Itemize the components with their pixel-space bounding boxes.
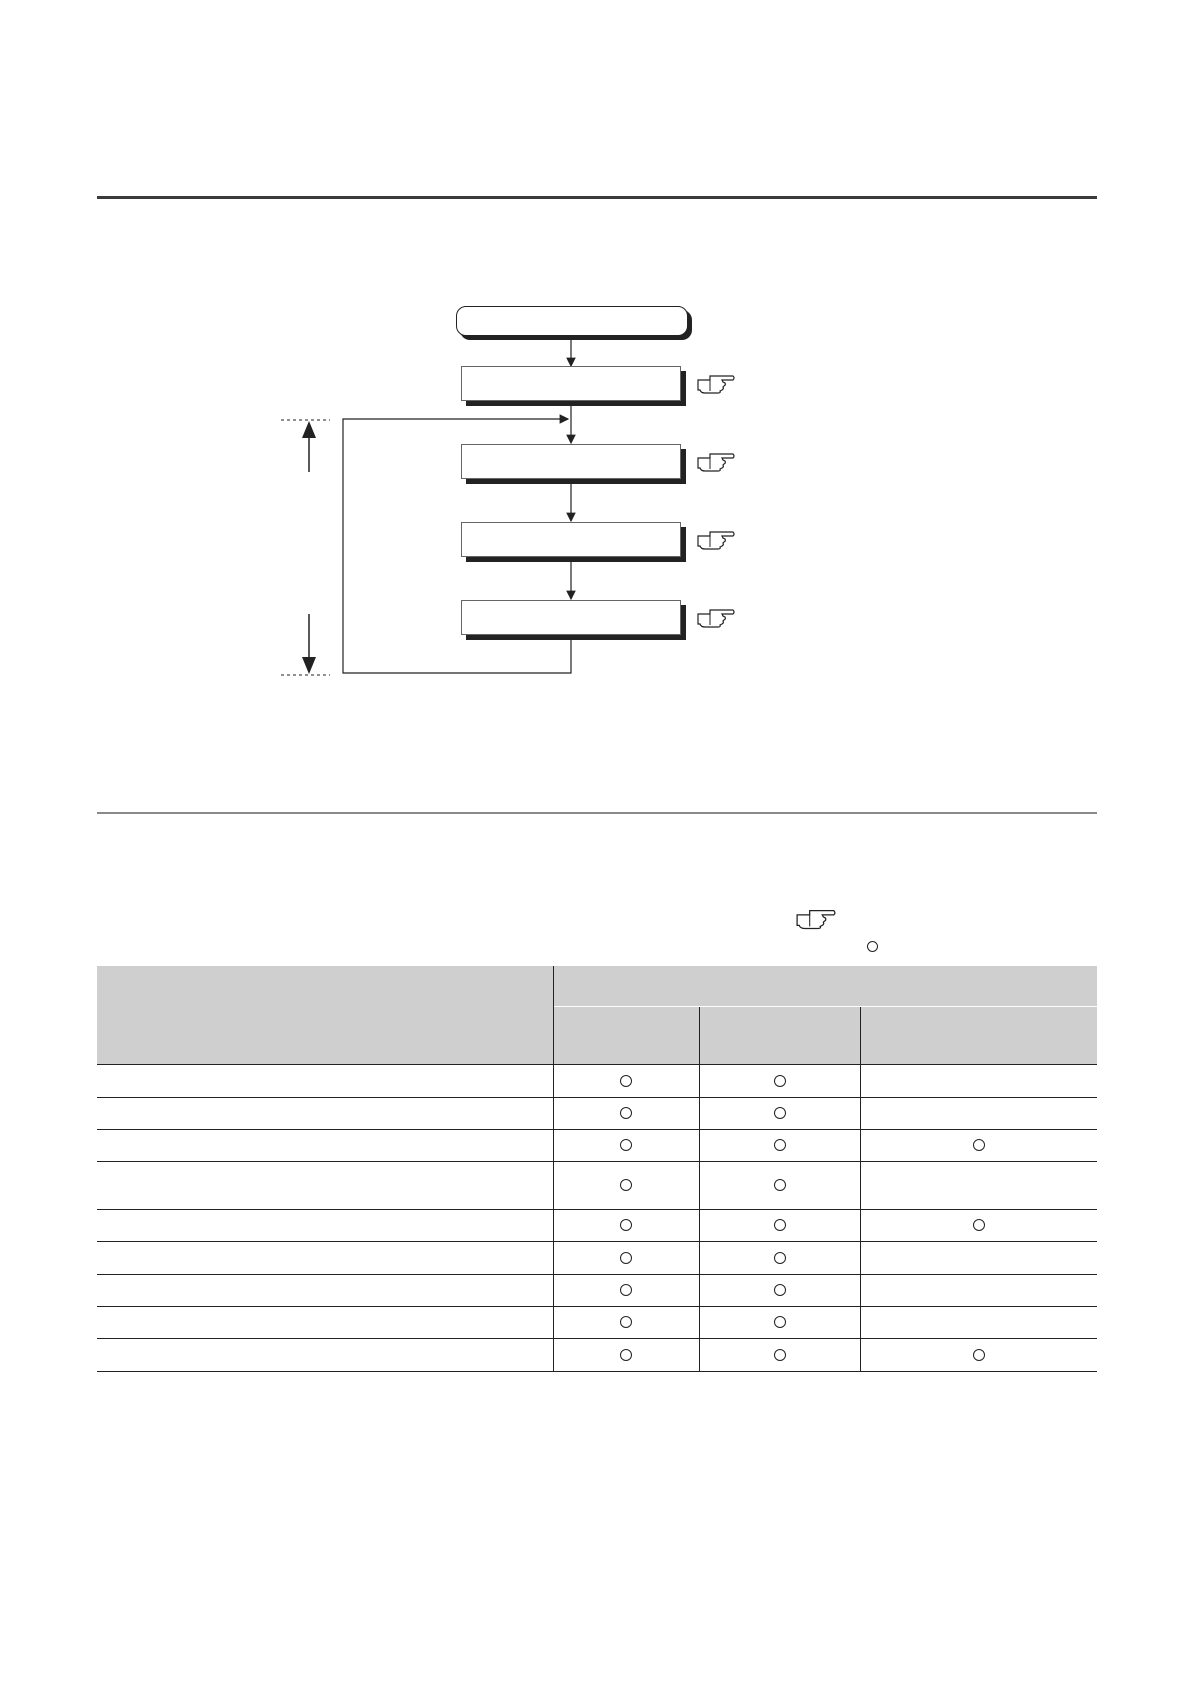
supported-circle-icon <box>620 1316 632 1328</box>
supported-circle-icon <box>774 1139 786 1151</box>
legend-circle-icon <box>867 941 878 952</box>
table-row <box>97 1130 1097 1162</box>
table-row <box>97 1065 1097 1098</box>
pointing-hand-icon[interactable] <box>795 905 837 931</box>
table-row <box>97 1275 1097 1307</box>
table-row <box>97 1242 1097 1275</box>
supported-circle-icon <box>774 1284 786 1296</box>
table-row <box>97 1339 1097 1372</box>
supported-circle-icon <box>620 1349 632 1361</box>
supported-circle-icon <box>973 1219 985 1231</box>
section-rule-mid <box>97 812 1097 814</box>
supported-circle-icon <box>774 1252 786 1264</box>
supported-circle-icon <box>620 1219 632 1231</box>
table-header-col-3 <box>861 1007 1097 1064</box>
table-column-divider <box>860 1006 861 1372</box>
flow-step-2 <box>461 444 681 479</box>
flow-step-1 <box>461 366 681 401</box>
supported-circle-icon <box>774 1219 786 1231</box>
table-header-col-2 <box>700 1007 860 1064</box>
supported-circle-icon <box>620 1107 632 1119</box>
table-header-item <box>97 966 553 1064</box>
table-row <box>97 1098 1097 1130</box>
supported-circle-icon <box>774 1349 786 1361</box>
table-header-col-1 <box>554 1007 699 1064</box>
table-row <box>97 1210 1097 1242</box>
supported-circle-icon <box>620 1179 632 1191</box>
table-header-group <box>554 966 1097 1006</box>
supported-circle-icon <box>620 1284 632 1296</box>
supported-circle-icon <box>774 1179 786 1191</box>
supported-circle-icon <box>620 1139 632 1151</box>
supported-circle-icon <box>973 1349 985 1361</box>
range-up-arrow-head <box>302 421 316 438</box>
flow-step-4 <box>461 600 681 635</box>
table-column-divider <box>553 966 554 1372</box>
range-down-arrow-head <box>302 657 316 674</box>
pointing-hand-icon[interactable] <box>696 527 736 551</box>
table-group-header-divider <box>554 1006 1097 1007</box>
supported-circle-icon <box>620 1075 632 1087</box>
pointing-hand-icon[interactable] <box>696 449 736 473</box>
table-row <box>97 1307 1097 1339</box>
supported-circle-icon <box>973 1139 985 1151</box>
pointing-hand-icon[interactable] <box>696 371 736 395</box>
flow-step-3 <box>461 522 681 557</box>
table-column-divider <box>699 1006 700 1372</box>
supported-circle-icon <box>774 1316 786 1328</box>
supported-circle-icon <box>774 1107 786 1119</box>
table-row <box>97 1162 1097 1210</box>
flowchart <box>0 0 1190 720</box>
supported-circle-icon <box>774 1075 786 1087</box>
supported-circle-icon <box>620 1252 632 1264</box>
flow-start-terminal <box>456 306 688 336</box>
pointing-hand-icon[interactable] <box>696 605 736 629</box>
